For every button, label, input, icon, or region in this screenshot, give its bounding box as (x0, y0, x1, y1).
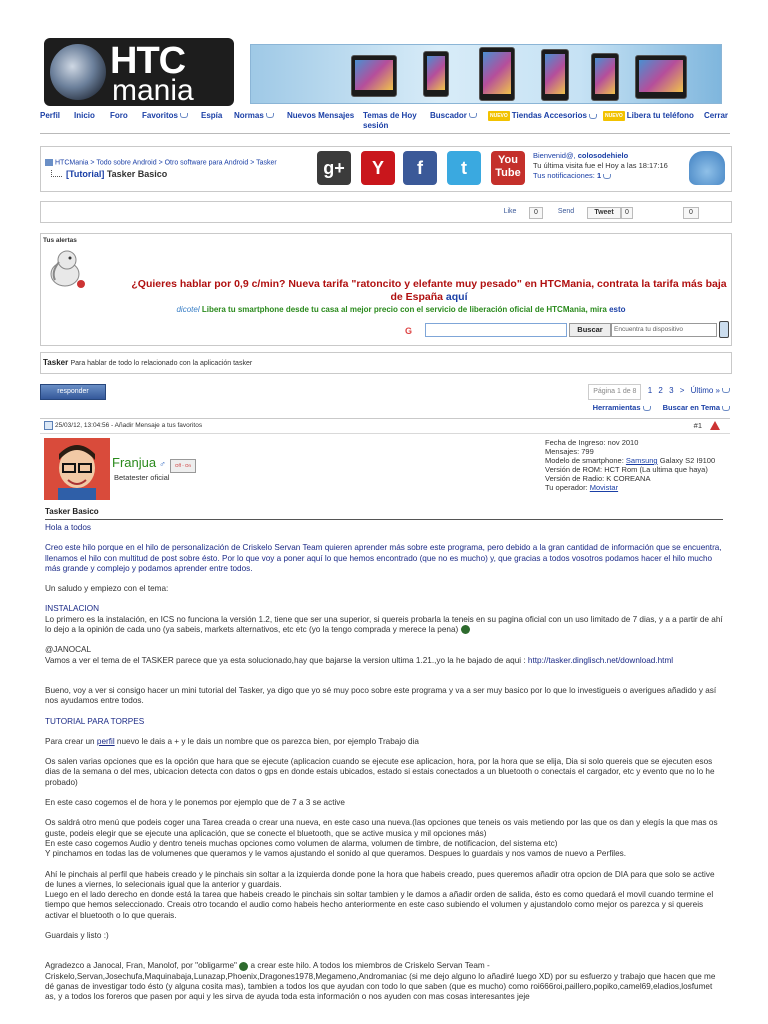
device-search-input[interactable]: Encuentra tu dispositivo (611, 323, 717, 337)
join-date: Fecha de Ingreso: nov 2010 (545, 438, 639, 447)
section-heading: INSTALACION (45, 604, 99, 614)
post-icon (44, 421, 53, 430)
nav-inicio[interactable]: Inicio (74, 111, 95, 120)
avatar[interactable] (44, 438, 110, 500)
phone-image (591, 53, 619, 101)
smiley-icon (239, 962, 248, 971)
phone-image (541, 49, 569, 101)
author-info (545, 438, 715, 492)
post-paragraph: Para crear un perfil nuevo le dais a + y le dais un nombre que os parezca bien, por ejemplo Trabajo dia (45, 736, 419, 746)
breadcrumb-path[interactable]: > Todo sobre Android > Otro software para Android > Tasker (90, 159, 277, 167)
nav-foro[interactable]: Foro (110, 111, 128, 120)
home-icon (45, 159, 53, 166)
tweet-button[interactable]: Tweet (587, 207, 621, 219)
post-paragraph: Un saludo y empiezo con el tema: (45, 584, 169, 594)
section-heading: TUTORIAL PARA TORPES (45, 716, 145, 726)
smiley-icon (461, 625, 470, 634)
tools-menu[interactable]: Herramientas (593, 403, 651, 412)
chevron-down-icon (603, 174, 611, 179)
page-1[interactable]: 1 (647, 386, 653, 395)
avatar-face-icon (44, 438, 110, 500)
nav-libera[interactable]: NUEVO Libera tu teléfono (605, 111, 694, 121)
tablet-image (635, 55, 687, 99)
page-2[interactable]: 2 (658, 386, 663, 395)
nav-normas[interactable]: Normas (234, 111, 274, 121)
chevron-down-icon (469, 113, 477, 118)
post-number[interactable]: #1 (693, 421, 702, 430)
new-tag: NUEVO (490, 113, 508, 119)
last-page[interactable]: Último » (690, 386, 720, 395)
nav-nuevos-mensajes[interactable]: Nuevos Mensajes (287, 111, 355, 120)
nav-favoritos[interactable]: Favoritos (142, 111, 188, 121)
nav-espia[interactable]: Espía (201, 111, 223, 120)
page-3[interactable]: 3 (669, 386, 674, 395)
dicotel-logo: dicotel (176, 305, 200, 314)
message-count: Mensajes: 799 (545, 447, 594, 456)
chevron-down-icon (589, 114, 597, 119)
nav-temas-de-hoy[interactable]: Temas de Hoy sesión (363, 111, 417, 130)
post-title: Tasker Basico (45, 507, 99, 516)
nav-tiendas[interactable]: NUEVO Tiendas Accesorios (488, 111, 597, 121)
post-paragraph: Vamos a ver el tema de el TASKER parece que ya esta solucionado,hay que bajarse la version ultima 1.21.,yo la he bajado de aqui : http://tasker.dinglisch.net/download.html (45, 655, 674, 665)
post-paragraph: Bueno, voy a ver si consigo hacer un mini tutorial del Tasker, ya digo que yo sé muy poco sobre este programa y va a ser muy basico por lo que lo investigueis o averigues añadido y así nos ayudamos entre todos. (45, 685, 717, 706)
phone-image (423, 51, 449, 97)
chevron-down-icon (722, 406, 730, 411)
tablet-image (351, 55, 397, 97)
chevron-down-icon (180, 113, 188, 118)
tarifa-alert-text: ¿Quieres hablar por 0,9 c/min? Nueva tarifa "ratoncito y elefante muy pesado" en HTCMania, contrata la tarifa más baja de España (131, 278, 727, 303)
tweet-count: 0 (621, 207, 633, 219)
search-thread-menu[interactable]: Buscar en Tema (663, 403, 730, 412)
post-paragraph: Y pinchamos en todas las de volumenes que queramos y le vamos ajustando el sonido al que queramos. Despues lo guardais y nos vamos de nuevo a Perfiles. (45, 849, 627, 859)
tree-icon (51, 170, 62, 177)
post-divider (45, 519, 723, 520)
nav-perfil[interactable]: Perfil (40, 111, 61, 120)
perfil-link[interactable]: perfil (96, 736, 115, 746)
breadcrumb-root[interactable]: HTCMania (55, 159, 89, 167)
chevron-down-icon (266, 113, 274, 118)
alerts-title: Tus alertas (43, 237, 77, 244)
thread-prefix: [Tutorial] (66, 169, 105, 179)
post-paragraph: Luego en el lado derecho en donde está la tarea que habeis creado le pinchais sin soltar tambien y le damos a añadir orden de salida, ésto es como quedará el movil cuando termine el tiempo que hemos seleccionado. Creais otro tocando el audio como habeis hecho anteriormente en este caso subiendo el volumen y ajustandolo como mejor os parezca y si quereis activar el bluetooth o lo que querais. (45, 890, 714, 920)
chevron-down-icon[interactable] (722, 388, 730, 393)
thread-title (51, 169, 167, 179)
logo-emblem-icon (50, 44, 106, 100)
post-paragraph: Creo este hilo porque en el hilo de personalización de Criskelo Servan Team quieren aprender más sobre este programa, pero debido a la gran cantidad de información que se encuentra, llenamos el hilo con multitud de post sobre ésto. Por lo que voy a poner aquí lo que hemos encontrado (que no es mucho) y, que gracias a todos vosotros podamos hacer el hilo mucho más grande y complejo y podamos aprender entre todos. (45, 543, 722, 573)
report-icon[interactable] (710, 421, 720, 430)
online-status-badge: Off - On (170, 459, 196, 473)
nav-buscador[interactable]: Buscador (430, 111, 477, 121)
main-nav (40, 111, 730, 134)
operator: Tu operador: Movistar (545, 483, 619, 492)
username-link[interactable]: colosodehielo (577, 151, 629, 160)
share-bar (40, 201, 732, 223)
like-button[interactable]: Like (503, 208, 517, 215)
model-brand-link[interactable]: Samsung (625, 456, 658, 465)
tasker-download-link[interactable]: http://tasker.dinglisch.net/download.html (527, 655, 674, 665)
reply-button[interactable]: responder (40, 384, 106, 400)
alerts-box (40, 233, 732, 346)
youtube-icon[interactable]: You Tube (491, 151, 525, 185)
forum-info-bar (40, 352, 732, 374)
gplus-count: 0 (683, 207, 699, 219)
forum-name[interactable]: Tasker (43, 358, 69, 367)
like-count: 0 (529, 207, 543, 219)
page-info: Página 1 de 8 (588, 384, 641, 400)
smartphone-model: Modelo de smartphone: Samsung Galaxy S2 I9100 (545, 456, 716, 465)
rom-version: Versión de ROM: HCT Rom (La ultima que haya) (545, 465, 708, 474)
forum-desc: Para hablar de todo lo relacionado con la aplicación tasker (70, 360, 253, 367)
thread-title-text: Tasker Basico (106, 169, 168, 179)
thread-tools (593, 403, 730, 415)
send-button[interactable]: Send (557, 208, 575, 215)
author-name[interactable]: Franjua ♂ (112, 455, 166, 470)
tarifa-alert (129, 278, 729, 304)
logo-text-bottom: mania (112, 74, 194, 106)
tarifa-link[interactable]: aquí (445, 291, 468, 303)
breadcrumb-box (40, 146, 732, 192)
liberar-alert (141, 305, 661, 314)
chevron-down-icon (643, 406, 651, 411)
htcmania-logo[interactable] (44, 38, 234, 106)
welcome-block (533, 151, 668, 181)
twitter-icon[interactable]: t (447, 151, 481, 185)
radio-version: Versión de Radio: K COREANA (545, 474, 651, 483)
post-paragraph: Agradezco a Janocal, Fran, Manolof, por "obligarme" a crear este hilo. A todos los miembros de Criskelo Servan Team - Criskelo,Servan,Josechufa,Maquinabaja,Lunazap,Phoenix,Dragones1978,Megameno,Andromaniac (si me dejo alguno lo añadiré luego XD) por su esfuerzo y trabajo que hacen que me dé ganas de investigar todo ésto (y alguna cosita mas), tambien a todos los que ayudan con todo lo que saben (que es mucho) como roi666roi,paillero,popiko,camel69,eladios,losfumet as, y a todos los foreros que pasen por aqui y les sirva de ayuda toda esta información o nos ayuden con mas cosas interesantes jeje (45, 961, 716, 1002)
googleplus-icon[interactable]: g+ (317, 151, 351, 185)
elephant-mouse-icon (45, 246, 87, 292)
post-paragraph: Os saldrá otro menú que podeis coger una Tarea creada o crear una nueva, en este caso una nueva.(las opciones que teneis os vais metiendo por las que os dan y elegís la que mas os guste, podeis elegir que se ejecute una aplicación, que se conecte el bluetooth, que se active musica y mil opciones más) (45, 818, 718, 838)
post-paragraph: @JANOCAL (45, 645, 92, 655)
welcome-greeting: Bienvenid@, (533, 151, 576, 160)
liberar-link[interactable]: esto (609, 305, 626, 314)
author-title: Betatester oficial (114, 473, 170, 482)
devices-banner[interactable] (250, 44, 722, 104)
last-visit: Tu última visita fue el Hoy a las 18:17:16 (533, 161, 668, 170)
pagination (588, 384, 730, 398)
post-paragraph: En este caso cogemos Audio y dentro teneis muchas opciones como volumen de alarma, volumen de timbre, de notificacion, del sistema etc) (45, 838, 558, 848)
phone-image (479, 47, 515, 101)
mascot-icon (689, 151, 725, 185)
post-paragraph: Ahí le pinchais al perfil que habeis creado y le pinchais sin soltar a la izquierda donde pone la hora que habeis creado, pues queremos añadir otra opcion de DIA para que solo se active de lunes a viernes, lo selecionais igual que la anterior y guardais. (45, 869, 715, 889)
post-paragraph: Lo primero es la instalación, en ICS no funciona la versión 1.2, tiene que ser una superior, si quereis probarla la teneis en su pagina oficial con un uso limitado de 7 dias, y a a partir de ahí lo dejo a la opinión de cada uno (ya sabeis, markets alternativos, etc etc (yo la tengo comprada y merece la pena) (45, 614, 723, 635)
post-header (40, 418, 730, 434)
new-tag: NUEVO (605, 113, 623, 119)
google-icon: G (405, 326, 413, 336)
post-paragraph: Os salen varias opciones que es la opción que hara que se ejecute (aplicacion cuando se ejecute ese aplicacion, hora, por la hora que se elija, Dia si solo quereis que se ejecuten esos dias de la semana o del mes, ubicacion detecta con datos o gps en donde estais ubicados, estado si estais conectados a un bluetooth o conectais el cargador, etc y evento que no lo he probado) (45, 757, 715, 787)
post-paragraph: En este caso cogemos el de hora y le ponemos por ejemplo que de 7 a 3 se active (45, 798, 345, 808)
nav-cerrar[interactable]: Cerrar (704, 111, 729, 120)
post-date: 25/03/12, 13:04:56 - Añadir Mensaje a tus favoritos (55, 422, 203, 429)
search-button[interactable]: Buscar (569, 323, 611, 337)
notifications[interactable]: Tus notificaciones: 1 (533, 171, 668, 181)
yahoo-icon[interactable]: Y (361, 151, 395, 185)
search-input[interactable] (425, 323, 567, 337)
phone-icon (719, 321, 729, 338)
breadcrumb (45, 159, 277, 166)
facebook-icon[interactable]: f (403, 151, 437, 185)
post-body (45, 523, 725, 1003)
post-paragraph: Guardais y listo :) (45, 931, 109, 941)
post-paragraph: Hola a todos (45, 523, 91, 532)
liberar-alert-text: Libera tu smartphone desde tu casa al mejor precio con el servicio de liberación oficial de HTCMania, mira (201, 305, 607, 314)
logo-text-top: HTC (110, 40, 186, 82)
male-icon: ♂ (159, 459, 166, 469)
next-page[interactable]: > (679, 386, 685, 395)
operator-link[interactable]: Movistar (589, 483, 619, 492)
